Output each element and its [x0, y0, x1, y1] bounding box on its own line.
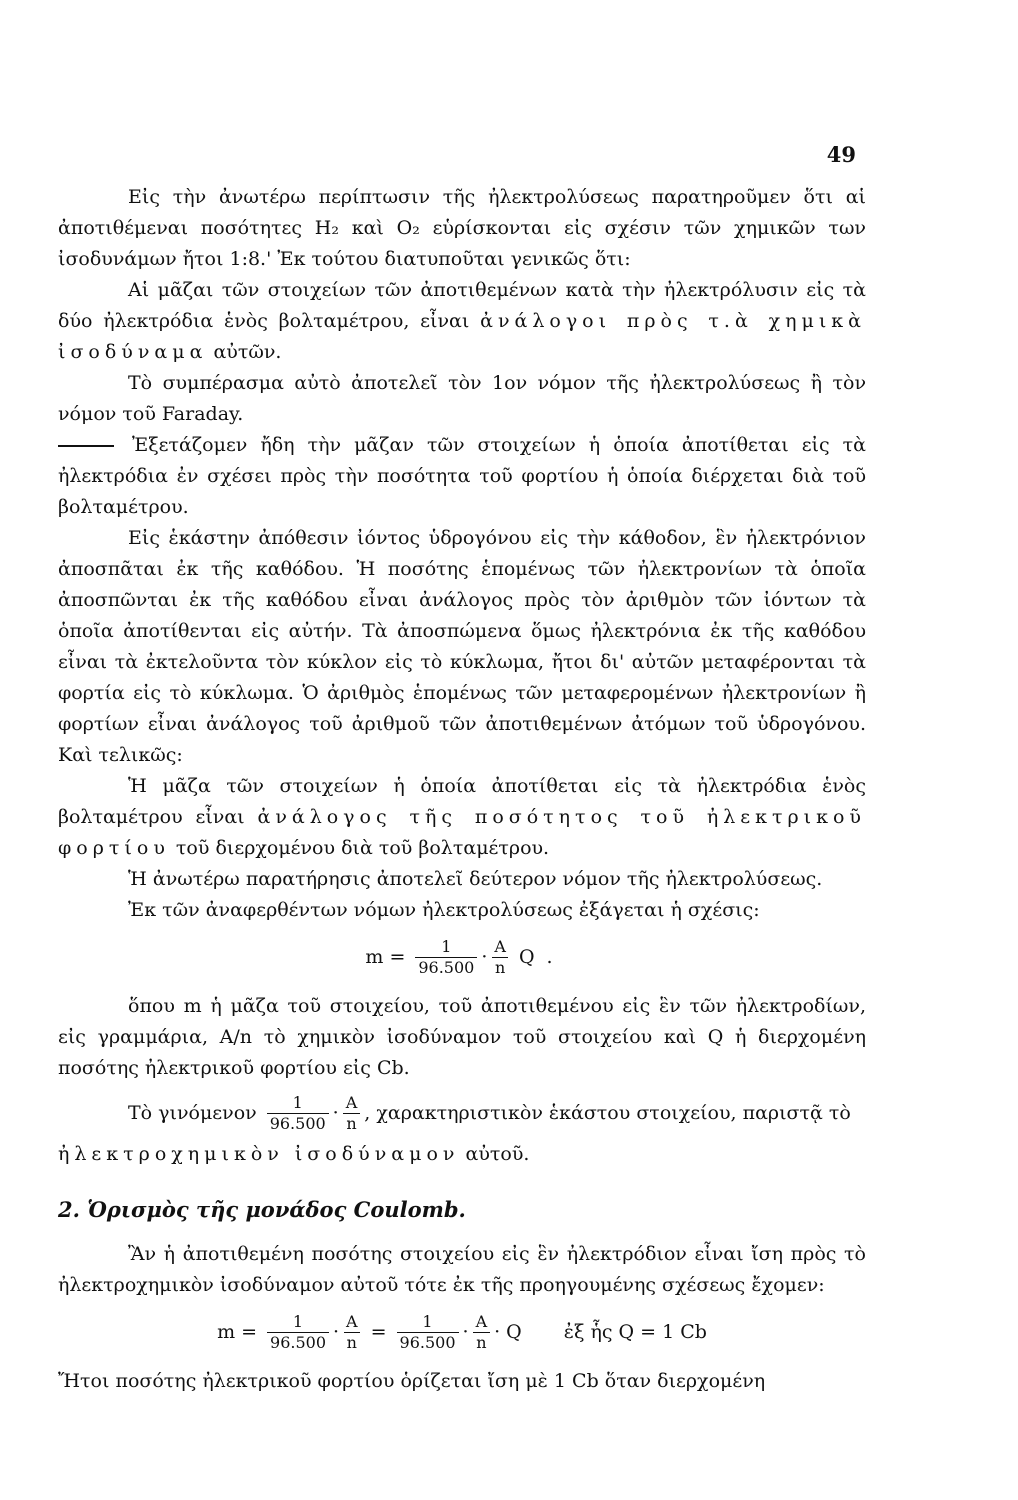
formula-coulomb	[58, 1313, 866, 1352]
paragraph-9: ὅπου m ἡ μᾶζα τοῦ στοιχείου, τοῦ ἀποτιθεμένου εἰς ἓν τῶν ἠλεκτροδίων, εἰς γραμμάρια, A/n τὸ χημικὸν ἰσοδύναμον τοῦ στοιχείου καὶ Q ἡ διερχομένη ποσότης ἠλεκτρικοῦ φορτίου εἰς Cb.	[58, 995, 866, 1079]
formula-equals: =	[241, 1321, 258, 1343]
page-number: 49	[826, 142, 856, 167]
fraction-1-over-96500	[397, 1313, 459, 1352]
formula-product	[58, 1094, 866, 1133]
formula-m: m	[365, 946, 384, 968]
paragraph-1: Εἰς τὴν ἀνωτέρω περίπτωσιν τῆς ἠλεκτρολύσεως παρατηροῦμεν ὅτι αἱ ἀποτιθέμεναι ποσότητες H₂ καὶ O₂ εὑρίσκονται εἰς σχέσιν τῶν χημικῶν των ἰσοδυνάμων ἤτοι 1:8.' Ἐκ τούτου διατυποῦται γενικῶς ὅτι:	[58, 186, 866, 270]
fraction-numerator: A	[475, 1312, 488, 1331]
formula-equals: =	[389, 946, 406, 968]
formula-coulomb-tail: ἐξ ἧς Q = 1 Cb	[563, 1321, 707, 1343]
paragraph-11: Ἂν ἡ ἀποτιθεμένη ποσότης στοιχείου εἰς ἓν ἠλεκτρόδιον εἶναι ἴση πρὸς τὸ ἠλεκτροχημικὸν ἰσοδύναμον αὐτοῦ τότε ἐκ τῆς προηγουμένης σχέσεως ἔχομεν:	[58, 1243, 866, 1296]
formula-dot: ·	[462, 1321, 469, 1343]
paragraph-3: Τὸ συμπέρασμα αὐτὸ ἀποτελεῖ τὸν 1ον νόμον τῆς ἠλεκτρολύσεως ἢ τὸν νόμον τοῦ Faraday.	[58, 372, 866, 425]
formula-end: .	[546, 946, 553, 968]
fraction-1-over-96500	[415, 938, 477, 977]
law-1-text: Αἱ μᾶζαι τῶν στοιχείων τῶν ἀποτιθεμένων κατὰ τὴν ἠλεκτρόλυσιν εἰς τὰ δύο ἠλεκτρόδια ἑνὸς βολταμέτρου, εἶναι	[58, 279, 866, 332]
fraction-denominator: n	[492, 957, 508, 977]
fraction-a-over-n	[343, 1094, 361, 1133]
fraction-numerator: 1	[441, 937, 452, 956]
paragraph-6	[58, 771, 866, 864]
formula-q: Q	[518, 946, 535, 968]
dash-rule	[58, 445, 114, 447]
paragraph-4-text: Ἐξετάζομεν ἤδη τὴν μᾶζαν τῶν στοιχείων ἡ ὁποία ἀποτίθεται εἰς τὰ ἠλεκτρόδια ἐν σχέσει πρὸς τὴν ποσότητα τοῦ φορτίου ἡ ὁποία διέρχεται διὰ τοῦ βολταμέτρου.	[58, 434, 866, 518]
fraction-denominator: n	[344, 1332, 360, 1352]
fraction-a-over-n	[343, 1313, 361, 1352]
paragraph-10	[58, 1139, 866, 1170]
formula-q: Q	[506, 1321, 522, 1343]
formula-dot: ·	[481, 946, 488, 968]
fraction-a-over-n	[491, 938, 509, 977]
law-2-text: Ἡ μᾶζα τῶν στοιχείων ἡ ὁποία ἀποτίθεται εἰς τὰ ἠλεκτρόδια ἑνὸς βολταμέτρου εἶναι	[58, 775, 866, 828]
fraction-denominator: 96.500	[267, 1113, 329, 1133]
formula-faraday	[58, 938, 866, 977]
paragraph-10-end: αὐτοῦ.	[465, 1143, 530, 1165]
electrochemical-equivalent-term: ἠλεκτροχημικὸν ἰσοδύναμον	[58, 1143, 460, 1165]
formula-product-lead: Τὸ γινόμενον	[128, 1102, 257, 1124]
fraction-numerator: A	[345, 1093, 358, 1112]
fraction-1-over-96500	[267, 1313, 329, 1352]
fraction-denominator: 96.500	[267, 1332, 329, 1352]
formula-dot: ·	[494, 1321, 501, 1343]
law-2-emphasis: ἀνάλογος τῆς ποσότητος τοῦ ἠλεκτρικοῦ φορτίου	[58, 806, 866, 859]
paragraph-7: Ἡ ἀνωτέρω παρατήρησις ἀποτελεῖ δεύτερον νόμον τῆς ἠλεκτρολύσεως.	[128, 868, 823, 890]
paragraph-4	[58, 430, 866, 523]
law-1-end: αὐτῶν.	[213, 341, 282, 363]
fraction-numerator: 1	[292, 1312, 304, 1331]
formula-dot: ·	[333, 1321, 340, 1343]
section-heading: 2. Ὁρισμὸς τῆς μονάδος Coulomb.	[58, 1197, 466, 1222]
paragraph-2	[58, 275, 866, 368]
paragraph-8: Ἐκ τῶν ἀναφερθέντων νόμων ἠλεκτρολύσεως ἐξάγεται ἡ σχέσις:	[128, 899, 760, 921]
fraction-numerator: A	[494, 937, 506, 956]
page-body	[58, 182, 866, 1397]
law-1-emphasis: ἀνάλογοι πρὸς τ.ὰ χημικὰ ἰσοδύναμα	[58, 310, 867, 363]
formula-equals: =	[370, 1321, 387, 1343]
fraction-denominator: 96.500	[397, 1332, 459, 1352]
formula-dot: ·	[332, 1102, 339, 1124]
fraction-numerator: 1	[292, 1093, 303, 1112]
formula-m: m	[217, 1321, 236, 1343]
fraction-denominator: 96.500	[415, 957, 477, 977]
fraction-denominator: n	[343, 1113, 359, 1133]
fraction-denominator: n	[473, 1332, 489, 1352]
fraction-numerator: 1	[422, 1312, 433, 1331]
fraction-numerator: A	[346, 1312, 358, 1331]
fraction-1-over-96500	[267, 1094, 329, 1133]
paragraph-12: Ἤτοι ποσότης ἠλεκτρικοῦ φορτίου ὁρίζεται ἴση μὲ 1 Cb ὅταν διερχομένη	[58, 1370, 766, 1392]
formula-product-tail: , χαρακτηριστικὸν ἑκάστου στοιχείου, παριστᾷ τὸ	[364, 1102, 851, 1124]
fraction-a-over-n	[473, 1313, 491, 1352]
paragraph-5: Εἰς ἑκάστην ἀπόθεσιν ἰόντος ὑδρογόνου εἰς τὴν κάθοδον, ἓν ἠλεκτρόνιον ἀποσπᾶται ἐκ τῆς καθόδου. Ἡ ποσότης ἑπομένως τῶν ἠλεκτρονίων τὰ ὁποῖα ἀποσπῶνται ἐκ τῆς καθόδου εἶναι ἀνάλογος πρὸς τὸν ἀριθμὸν τῶν ἰόντων τὰ ὁποῖα ἀποτίθενται εἰς αὐτήν. Τὰ ἀποσπώμενα ὅμως ἠλεκτρόνια ἐκ τῆς καθόδου εἶναι τὰ ἐκτελοῦντα τὸν κύκλον εἰς τὸ κύκλωμα, ἤτοι δι' αὐτῶν μεταφέρονται τὰ φορτία εἰς τὸ κύκλωμα. Ὁ ἀριθμὸς ἑπομένως τῶν μεταφερομένων ἠλεκτρονίων ἢ φορτίων εἶναι ἀνάλογος τοῦ ἀριθμοῦ τῶν ἀποτιθεμένων ἀτόμων τοῦ ὑδρογόνου. Καὶ τελικῶς:	[58, 527, 866, 766]
law-2-end: τοῦ διερχομένου διὰ τοῦ βολταμέτρου.	[175, 837, 550, 859]
